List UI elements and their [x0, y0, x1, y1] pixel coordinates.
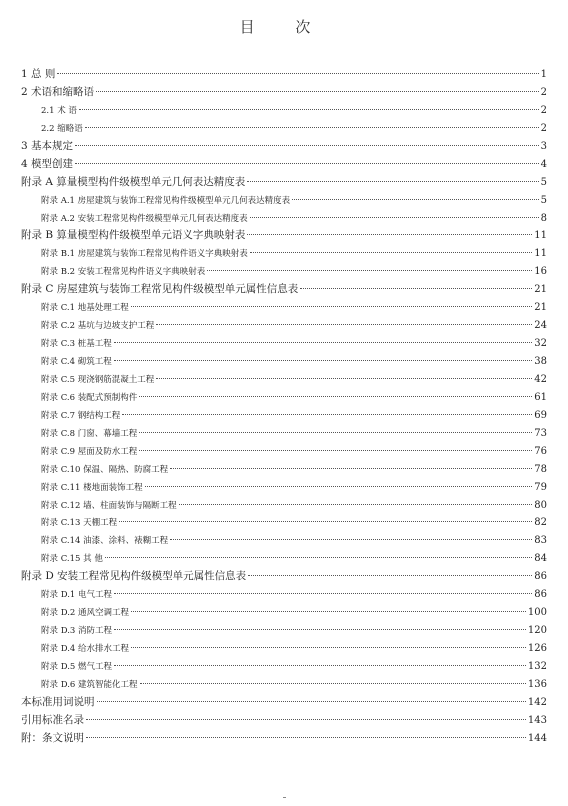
toc-entry-label: 附录 A 算量模型构件级模型单元几何表达精度表	[21, 175, 246, 188]
toc-entry[interactable]	[21, 120, 547, 138]
toc-leader-dots	[300, 288, 532, 289]
toc-leader-dots	[247, 234, 532, 235]
toc-entry-label: 本标准用词说明	[21, 695, 95, 708]
toc-entry[interactable]	[21, 66, 547, 84]
toc-leader-dots	[105, 557, 532, 558]
toc-entry[interactable]	[21, 299, 547, 317]
toc-entry[interactable]	[21, 640, 547, 658]
toc-entry-page: 69	[534, 409, 547, 421]
toc-entry-label: 引用标准名录	[21, 713, 84, 726]
toc-leader-dots	[179, 504, 533, 505]
toc-entry-page: 38	[534, 356, 547, 367]
toc-leader-dots	[156, 378, 532, 379]
toc-entry-page: 132	[527, 660, 547, 672]
toc-entry-label: 附录 B.1 房屋建筑与装饰工程常见构件语义字典映射表	[41, 249, 248, 260]
toc-entry-page: 136	[527, 678, 547, 690]
toc-entry-label: 附录 B 算量模型构件级模型单元语义字典映射表	[21, 229, 246, 242]
toc-leader-dots	[114, 665, 526, 666]
toc-entry-page: 144	[527, 732, 547, 744]
toc-entry-page: 120	[527, 625, 547, 637]
toc-entry-page: 32	[534, 338, 547, 350]
toc-entry-label: 附录 C.13 天棚工程	[41, 518, 118, 529]
toc-entry[interactable]	[21, 84, 547, 102]
toc-entry-page: 4	[540, 158, 547, 170]
toc-entry[interactable]	[21, 443, 547, 461]
toc-leader-dots	[131, 611, 526, 612]
toc-entry[interactable]	[21, 712, 547, 730]
toc-entry-page: 5	[540, 194, 547, 206]
toc-entry-page: 21	[534, 302, 547, 314]
toc-entry-label: 附录 C 房屋建筑与装饰工程常见构件级模型单元属性信息表	[21, 283, 299, 296]
toc-entry-page: 80	[534, 499, 547, 511]
toc-entry-label: 附录 C.8 门窗、幕墙工程	[41, 428, 138, 439]
toc-entry-label: 附录 D.2 通风空调工程	[41, 608, 130, 619]
toc-entry[interactable]	[21, 192, 547, 210]
toc-entry[interactable]	[21, 353, 547, 371]
toc-leader-dots	[86, 719, 526, 720]
toc-entry-page: 84	[534, 553, 547, 565]
toc-entry-label: 附录 C.7 钢结构工程	[41, 410, 121, 421]
toc-leader-dots	[119, 521, 532, 522]
toc-entry[interactable]	[21, 425, 547, 443]
toc-entry[interactable]	[21, 389, 547, 407]
toc-entry[interactable]	[21, 317, 547, 335]
toc-entry-page: 86	[534, 571, 547, 583]
toc-entry-page: 3	[540, 140, 547, 152]
toc-leader-dots	[250, 252, 533, 253]
toc-entry-page: 61	[534, 391, 547, 403]
toc-entry[interactable]	[21, 694, 547, 712]
toc-entry[interactable]	[21, 461, 547, 479]
toc-entry[interactable]	[21, 407, 547, 425]
toc-entry[interactable]	[21, 514, 547, 532]
toc-leader-dots	[248, 575, 532, 576]
toc-leader-dots	[207, 270, 532, 271]
toc-entry-label: 附：条文说明	[21, 731, 84, 744]
toc-entry[interactable]	[21, 550, 547, 568]
toc-entry-label: 附录 C.2 基坑与边坡支护工程	[41, 321, 155, 332]
toc-entry[interactable]	[21, 604, 547, 622]
toc-entry-label: 附录 D.5 燃气工程	[41, 661, 113, 672]
toc-entry[interactable]	[21, 335, 547, 353]
toc-leader-dots	[79, 109, 539, 110]
toc-entry-label: 附录 C.5 现浇钢筋混凝土工程	[41, 374, 155, 385]
toc-entry-page: 16	[534, 266, 547, 278]
toc-entry-label: 1 总 则	[21, 68, 56, 80]
toc-entry[interactable]	[21, 245, 547, 263]
toc-leader-dots	[139, 450, 532, 451]
toc-leader-dots	[57, 73, 538, 74]
toc-entry-page: 86	[534, 589, 547, 601]
toc-leader-dots	[170, 468, 532, 469]
page-footer-mark	[283, 797, 286, 798]
toc-entry-label: 附录 A.2 安装工程常见构件级模型单元几何表达精度表	[41, 213, 248, 224]
toc-entry-page: 24	[534, 320, 547, 332]
toc-leader-dots	[139, 396, 532, 397]
toc-leader-dots	[250, 217, 539, 218]
page-title: 目 次	[239, 18, 329, 36]
toc-leader-dots	[170, 539, 532, 540]
toc-leader-dots	[114, 360, 533, 361]
toc-leader-dots	[156, 324, 532, 325]
toc-entry[interactable]	[21, 568, 547, 586]
toc-entry-label: 附录 C.10 保温、隔热、防腐工程	[41, 464, 169, 475]
toc-entry-label: 4 模型创建	[21, 157, 74, 170]
toc-entry-label: 附录 C.14 油漆、涂料、裱糊工程	[41, 536, 169, 547]
toc-leader-dots	[96, 91, 539, 92]
toc-entry[interactable]	[21, 532, 547, 550]
toc-entry-page: 76	[534, 445, 547, 457]
toc-entry-label: 附录 D.6 建筑智能化工程	[41, 679, 138, 690]
toc-entry-label: 3 基本规定	[21, 139, 74, 152]
toc-entry[interactable]	[21, 658, 547, 676]
toc-entry-page: 11	[534, 230, 547, 242]
toc-entry[interactable]	[21, 730, 547, 748]
toc-entry-page: 142	[527, 696, 547, 708]
toc-entry[interactable]	[21, 138, 547, 156]
toc-entry[interactable]	[21, 156, 547, 174]
toc-entry-label: 附录 A.1 房屋建筑与装饰工程常见构件级模型单元几何表达精度表	[41, 195, 291, 206]
toc-entry[interactable]	[21, 227, 547, 245]
toc-entry[interactable]	[21, 210, 547, 228]
toc-entry-label: 附录 C.6 装配式预制构件	[41, 392, 138, 403]
toc-entry[interactable]	[21, 497, 547, 515]
toc-leader-dots	[114, 342, 533, 343]
toc-entry-page: 2	[540, 86, 547, 98]
toc-entry-page: 5	[540, 176, 547, 188]
toc-leader-dots	[247, 181, 538, 182]
toc-entry-label: 附录 D.3 消防工程	[41, 626, 113, 637]
toc-entry[interactable]	[21, 281, 547, 299]
toc-entry-label: 2.1 术 语	[41, 105, 77, 116]
toc-entry-label: 附录 C.9 屋面及防水工程	[41, 446, 138, 457]
toc-entry-page: 1	[540, 69, 547, 80]
toc-entry-label: 2 术语和缩略语	[21, 85, 95, 98]
toc-entry-page: 11	[534, 248, 547, 260]
toc-leader-dots	[75, 145, 539, 146]
toc-entry-label: 附录 D 安装工程常见构件级模型单元属性信息表	[21, 570, 247, 583]
toc-leader-dots	[145, 486, 533, 487]
toc-leader-dots	[131, 647, 526, 648]
toc-entry[interactable]	[21, 174, 547, 192]
toc-leader-dots	[131, 306, 533, 307]
toc-entry-page: 42	[534, 373, 547, 385]
toc-leader-dots	[75, 163, 539, 164]
toc-entry-label: 2.2 缩略语	[41, 123, 83, 134]
toc-entry-page: 8	[540, 212, 547, 224]
toc-entry[interactable]	[21, 586, 547, 604]
toc-leader-dots	[85, 127, 539, 128]
toc-entry-page: 73	[534, 427, 547, 439]
toc-entry-page: 21	[534, 284, 547, 296]
toc-leader-dots	[139, 432, 532, 433]
toc-entry-label: 附录 D.4 给水排水工程	[41, 644, 130, 654]
toc-leader-dots	[114, 629, 526, 630]
toc-entry-page: 82	[534, 517, 547, 529]
toc-leader-dots	[140, 683, 526, 684]
toc-entry-label: 附录 C.4 砌筑工程	[41, 357, 112, 367]
toc-entry-label: 附录 C.12 墙、柱面装饰与隔断工程	[41, 500, 177, 511]
toc-entry[interactable]	[21, 676, 547, 694]
toc-entry-page: 143	[527, 714, 547, 726]
toc-entry-page: 83	[534, 535, 547, 547]
toc-leader-dots	[292, 199, 538, 200]
toc-entry-page: 79	[534, 481, 547, 493]
toc-entry-label: 附录 C.11 楼地面装饰工程	[41, 482, 143, 493]
toc-entry[interactable]	[21, 622, 547, 640]
toc-leader-dots	[86, 737, 526, 738]
toc-entry-page: 2	[540, 104, 547, 116]
toc-leader-dots	[97, 701, 526, 702]
toc-entry-label: 附录 B.2 安装工程常见构件语义字典映射表	[41, 267, 206, 278]
toc-entry-label: 附录 C.3 桩基工程	[41, 339, 112, 350]
toc-entry[interactable]	[21, 263, 547, 281]
toc-leader-dots	[122, 414, 532, 415]
toc-entry-page: 126	[527, 643, 547, 654]
toc-entry-page: 2	[540, 122, 547, 134]
toc-entry-label: 附录 D.1 电气工程	[41, 590, 113, 601]
toc-leader-dots	[114, 593, 532, 594]
table-of-contents	[21, 66, 547, 748]
toc-entry[interactable]	[21, 371, 547, 389]
toc-entry[interactable]	[21, 479, 547, 497]
toc-entry-page: 100	[527, 607, 547, 619]
toc-entry-label: 附录 C.15 其 他	[41, 554, 103, 565]
toc-entry-page: 78	[534, 463, 547, 475]
toc-entry-label: 附录 C.1 地基处理工程	[41, 303, 129, 314]
toc-entry[interactable]	[21, 102, 547, 120]
